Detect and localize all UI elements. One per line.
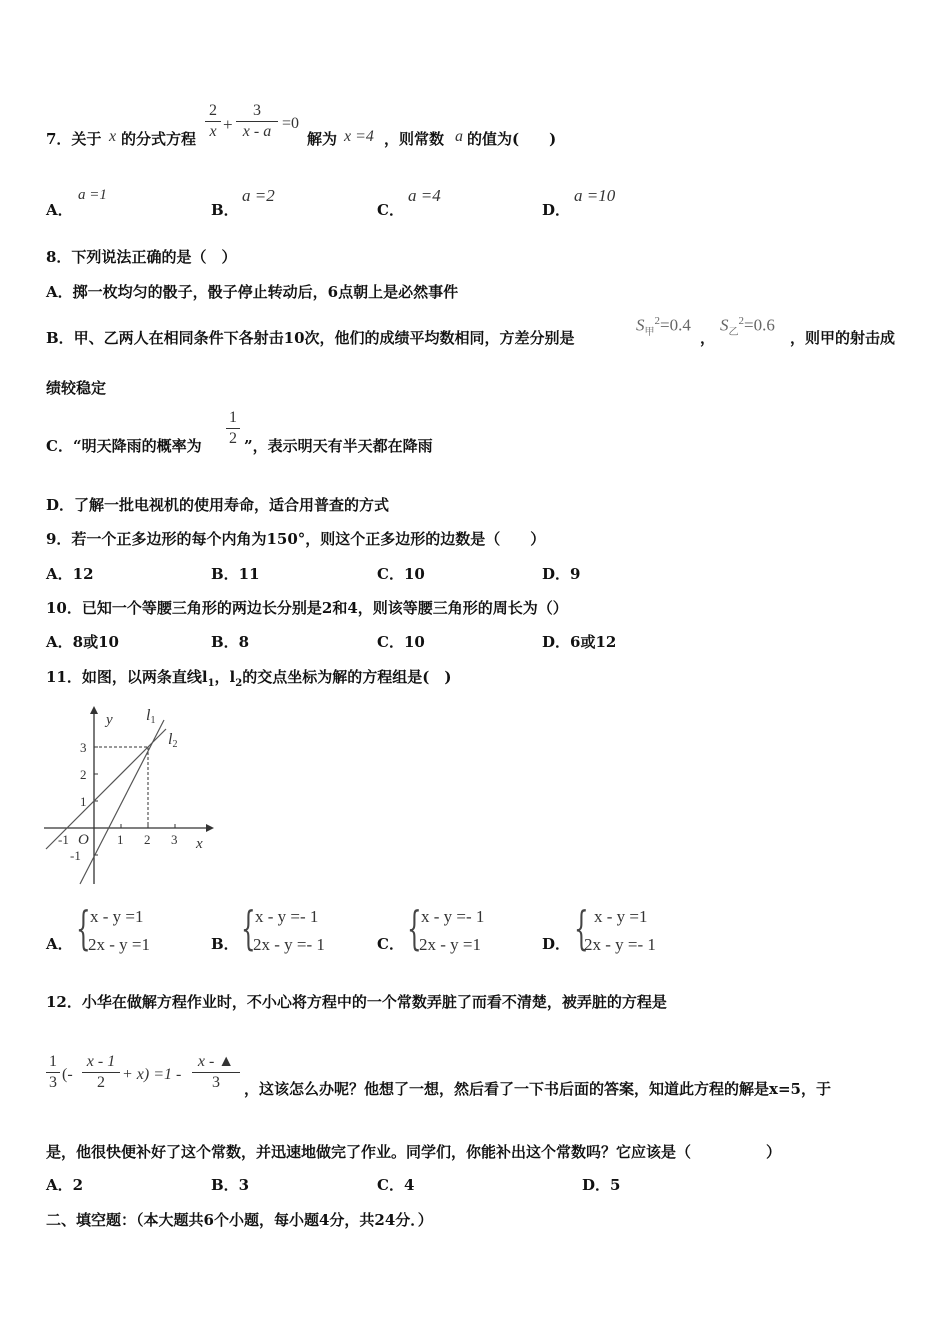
l1-sub: 1	[150, 715, 156, 726]
x-tick-label-2: 2	[144, 832, 151, 847]
q11-graph	[40, 698, 220, 888]
q7-prefix: 7．关于	[46, 130, 102, 148]
q9-stem: 9．若一个正多边形的每个内角为150°，则这个正多边形的边数是（ ）	[46, 530, 546, 548]
y-axis-arrow	[90, 706, 98, 714]
q11-option-a-eq1: x - y =1	[90, 907, 144, 926]
q8-s2: S	[720, 315, 729, 335]
l1-label	[146, 707, 155, 726]
q11-stem-pre: 11．如图，以两条直线l	[46, 668, 208, 686]
q7-solve: 解为	[307, 130, 338, 148]
q10-option-d[interactable]: D．6或12	[542, 633, 617, 651]
x-tick-label-neg1: -1	[58, 832, 69, 847]
q8-v2: =0.6	[744, 315, 775, 335]
q7-frac1-den: x	[209, 123, 217, 140]
q8-s1-sub: 甲	[644, 327, 655, 339]
l2-label	[168, 731, 177, 750]
q7-option-b-label[interactable]: B．	[211, 201, 239, 219]
q7-mid: 的分式方程	[121, 130, 197, 148]
q8-s2-sub: 乙	[728, 327, 739, 339]
l1-letter: l	[146, 707, 151, 724]
q7-option-d-label[interactable]: D．	[542, 201, 571, 219]
q12-f1-num: 1	[49, 1053, 57, 1070]
y-tick-label-neg1: -1	[70, 848, 81, 863]
q8-option-a[interactable]: A．掷一枚均匀的骰子，骰子停止转动后，6点朝上是必然事件	[46, 283, 459, 301]
q7-frac2-den: x - a	[242, 123, 272, 140]
l2-sub: 2	[172, 739, 178, 750]
q9-option-c[interactable]: C．10	[377, 565, 425, 583]
x-tick-label-1: 1	[117, 832, 124, 847]
q12-option-b[interactable]: B．3	[211, 1176, 250, 1194]
origin-label: O	[78, 832, 89, 848]
x-axis-arrow	[206, 824, 214, 832]
y-tick-label-2: 2	[80, 767, 87, 782]
q7-tail1: ，则常数	[384, 130, 445, 148]
q11-option-d-label: D．	[542, 935, 571, 953]
q7-frac2-num: 3	[253, 102, 261, 119]
q10-stem: 10．已知一个等腰三角形的两边长分别是2和4，则该等腰三角形的周长为（）	[46, 599, 568, 617]
q7-plus: +	[223, 115, 233, 134]
q8-stem: 8．下列说法正确的是（ ）	[46, 248, 237, 266]
q7-eq0: =0	[282, 115, 300, 132]
x-tick-label-3: 3	[171, 832, 178, 847]
q11-option-a-eq2: 2x - y =1	[88, 935, 150, 954]
q7-option-b-value: a =2	[242, 186, 275, 205]
q8-variance-1	[636, 315, 691, 338]
q8-half-fraction	[226, 409, 240, 448]
q11-option-b-brace: {	[241, 901, 256, 955]
q8-variance-2	[720, 315, 775, 338]
q11-option-c-brace: {	[407, 901, 422, 955]
q12-f2-num: x - 1	[86, 1053, 116, 1070]
q9-option-d[interactable]: D．9	[542, 565, 581, 583]
q12-frac-x-minus-1	[82, 1053, 120, 1092]
y-tick-label-3: 3	[80, 740, 87, 755]
q7-solution: x =4	[344, 128, 374, 145]
q7-option-c-value: a =4	[408, 186, 441, 205]
q12-option-a[interactable]: A．2	[46, 1176, 84, 1194]
q7-option-a-label[interactable]: A．	[46, 201, 73, 219]
q12-option-c[interactable]: C．4	[377, 1176, 415, 1194]
q12-f3-num: x - ▲	[197, 1053, 235, 1070]
q12-f2-den: 2	[97, 1074, 105, 1091]
q8-half-num: 1	[229, 409, 237, 426]
q11-option-d-brace: {	[574, 901, 589, 955]
q8-option-b-post: ，则甲的射击成	[790, 329, 896, 347]
q8-sq-1: 2	[654, 315, 660, 327]
q7-option-a-value: a =1	[78, 187, 107, 203]
q7-fraction-2	[236, 102, 278, 141]
q11-sub2: 2	[235, 678, 243, 689]
y-tick-label-1: 1	[80, 794, 87, 809]
q8-option-b-cont: 绩较稳定	[46, 379, 107, 397]
q7-var-a: a	[455, 128, 463, 145]
q9-option-a[interactable]: A．12	[46, 565, 94, 583]
section-2-heading: 二、填空题：（本大题共6个小题，每小题4分，共24分．）	[46, 1211, 433, 1229]
y-axis-label: y	[106, 712, 113, 728]
q11-option-b-label: B．	[211, 935, 239, 953]
x-axis-label: x	[196, 836, 203, 852]
q12-f1-den: 3	[49, 1074, 57, 1091]
q8-option-c-post: ”，表示明天有半天都在降雨	[244, 437, 433, 455]
q8-s1: S	[636, 315, 645, 335]
q12-f3-den: 3	[212, 1074, 220, 1091]
q11-option-d-eq2: 2x - y =- 1	[584, 935, 656, 954]
q12-middle: + x) =1 -	[122, 1066, 182, 1083]
q11-option-b-eq2: 2x - y =- 1	[253, 935, 325, 954]
q10-option-b[interactable]: B．8	[211, 633, 250, 651]
q8-option-c-pre: C．“明天降雨的概率为	[46, 437, 202, 455]
q8-sq-2: 2	[738, 315, 744, 327]
q7-var-x: x	[109, 128, 117, 145]
q11-option-c-label: C．	[377, 935, 404, 953]
q8-b-comma: ，	[700, 329, 716, 347]
q7-fraction-1	[205, 102, 221, 141]
q11-option-d-eq1: x - y =1	[594, 907, 648, 926]
q7-option-c-label[interactable]: C．	[377, 201, 404, 219]
q11-option-a-label: A．	[46, 935, 73, 953]
q7-option-d-value: a =10	[574, 186, 616, 205]
q11-stem-mid: ，l	[214, 668, 236, 686]
q10-option-a[interactable]: A．8或10	[46, 633, 119, 651]
q9-option-b[interactable]: B．11	[211, 565, 260, 583]
l2-letter: l	[168, 731, 173, 748]
q12-option-d[interactable]: D．5	[582, 1176, 621, 1194]
q12-frac-third	[46, 1053, 60, 1092]
q7-tail2: 的值为( )	[467, 130, 557, 148]
q12-frac-blot	[192, 1053, 240, 1092]
q11-stem	[46, 666, 451, 689]
q11-stem-post: 的交点坐标为解的方程组是( )	[242, 668, 452, 686]
q11-option-c-eq2: 2x - y =1	[419, 935, 481, 954]
q8-option-b-pre: B．甲、乙两人在相同条件下各射击10次，他们的成绩平均数相同，方差分别是	[46, 329, 575, 347]
q11-option-b-eq1: x - y =- 1	[255, 907, 319, 926]
q8-v1: =0.4	[660, 315, 691, 335]
q8-half-den: 2	[229, 430, 237, 447]
q12-open: (-	[62, 1066, 73, 1083]
q10-option-c[interactable]: C．10	[377, 633, 425, 651]
q11-option-c-eq1: x - y =- 1	[421, 907, 485, 926]
q8-option-d[interactable]: D．了解一批电视机的使用寿命，适合用普查的方式	[46, 496, 390, 514]
q12-cont: 是，他很快便补好了这个常数，并迅速地做完了作业。同学们，你能补出这个常数吗？它应该是（ ）	[46, 1143, 782, 1161]
q12-stem: 12．小华在做解方程作业时，不小心将方程中的一个常数弄脏了而看不清楚，被弄脏的方程是	[46, 993, 667, 1011]
q12-post: ，这该怎么办呢？他想了一想，然后看了一下书后面的答案，知道此方程的解是x=5，于	[244, 1080, 831, 1098]
q11-option-a-brace: {	[76, 901, 91, 955]
q7-frac1-num: 2	[209, 102, 217, 119]
q11-sub1: 1	[207, 678, 215, 689]
